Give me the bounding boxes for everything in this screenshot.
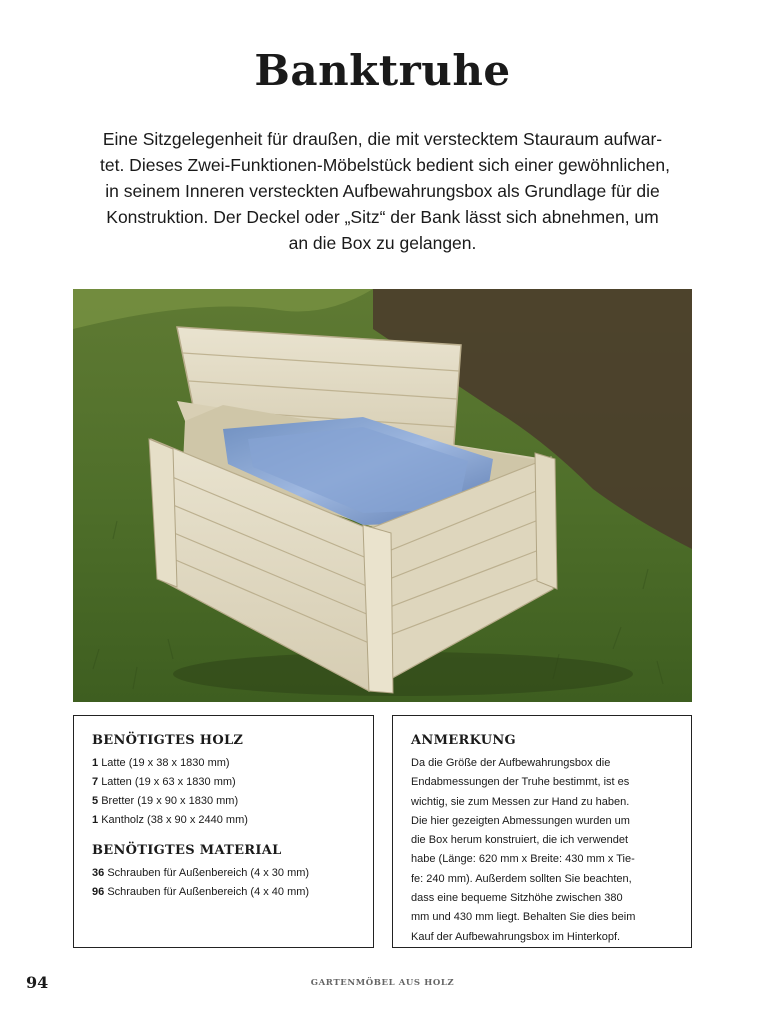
note-line: mm und 430 mm liegt. Behalten Sie dies beim [411,911,636,924]
bench-chest-photo [73,289,692,702]
material-heading: BENÖTIGTES MATERIAL [92,843,282,858]
note-line: Die hier gezeigten Abmessungen wurden um [411,814,630,827]
note-text [411,754,673,947]
list-item [92,792,355,811]
item-qty: 1 [92,757,99,769]
list-item [92,773,355,792]
list-item [92,864,355,883]
list-item [92,754,355,773]
note-line: Kauf der Aufbewahrungsbox im Hinterkopf. [411,930,621,943]
item-text: Latten (19 x 63 x 1830 mm) [101,776,236,788]
wood-heading: BENÖTIGTES HOLZ [92,733,244,748]
intro-line: Eine Sitzgelegenheit für draußen, die mit verstecktem Stauraum aufwar- [102,129,663,149]
note-line: wichtig, sie zum Messen zur Hand zu haben. [411,795,630,808]
note-box [392,715,692,948]
intro-line: tet. Dieses Zwei-Funktionen-Möbelstück bedient sich einer gewöhnlichen, [100,155,671,175]
requirements-box [73,715,374,948]
note-line: dass eine bequeme Sitzhöhe zwischen 380 [411,892,623,905]
note-line: die Box herum konstruiert, die ich verwendet [411,834,629,847]
intro-line: in seinem Inneren versteckten Aufbewahrungsbox als Grundlage für die [105,181,660,201]
item-qty: 36 [92,867,105,879]
material-list [92,864,355,902]
item-qty: 7 [92,776,99,788]
note-heading: ANMERKUNG [411,733,516,748]
item-text: Bretter (19 x 90 x 1830 mm) [101,795,239,807]
item-text: Kantholz (38 x 90 x 2440 mm) [101,814,248,826]
intro-line: an die Box zu gelangen. [288,233,477,253]
list-item [92,811,355,830]
page-title: Banktruhe [254,46,511,95]
page-number: 94 [26,973,49,992]
item-qty: 5 [92,795,99,807]
note-line: Da die Größe der Aufbewahrungsbox die [411,757,611,769]
list-item [92,883,355,902]
note-line: habe (Länge: 620 mm x Breite: 430 mm x Tie- [411,853,635,866]
item-text: Latte (19 x 38 x 1830 mm) [101,757,230,769]
note-line: fe: 240 mm). Außerdem sollten Sie beachten, [411,872,632,885]
item-qty: 96 [92,886,105,898]
item-text: Schrauben für Außenbereich (4 x 40 mm) [107,886,310,898]
running-footer: GARTENMÖBEL AUS HOLZ [310,978,455,988]
note-line: Endabmessungen der Truhe bestimmt, ist es [411,776,630,789]
item-text: Schrauben für Außenbereich (4 x 30 mm) [107,867,310,879]
wood-list [92,754,355,830]
item-qty: 1 [92,814,99,826]
intro-line: Konstruktion. Der Deckel oder „Sitz“ der Bank lässt sich abnehmen, um [106,207,659,227]
intro-text [100,126,671,256]
